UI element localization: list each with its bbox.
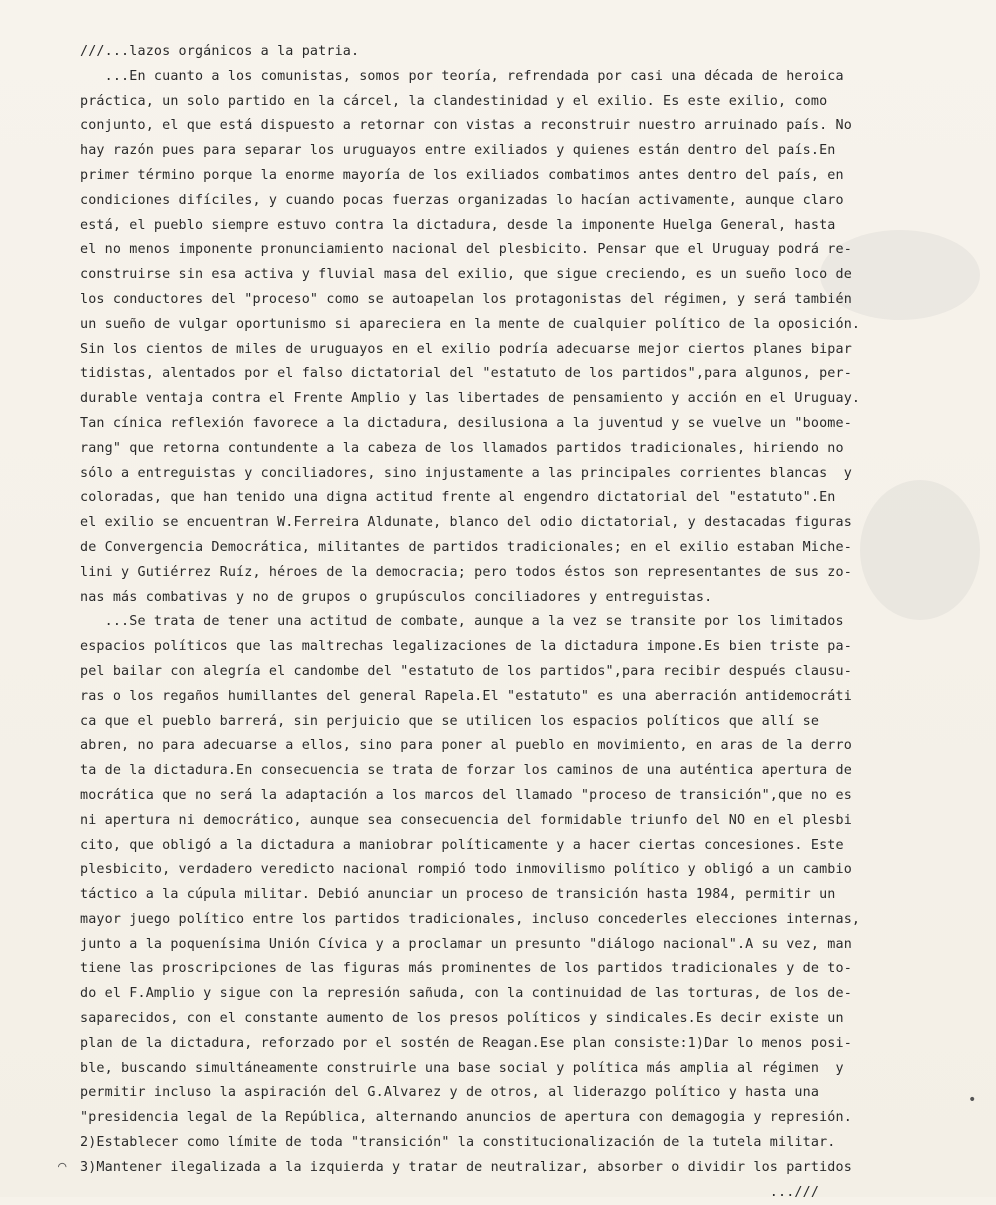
margin-mark: • bbox=[968, 1092, 977, 1108]
text-line: hay razón pues para separar los uruguayos entre exiliados y quienes están dentro del país.En bbox=[80, 143, 836, 159]
text-line: práctica, un solo partido en la cárcel, la clandestinidad y el exilio. Es este exilio, como bbox=[80, 93, 828, 109]
text-line: rang" que retorna contundente a la cabeza de los llamados partidos tradicionales, hiriendo no bbox=[80, 440, 844, 456]
text-line: plan de la dictadura, reforzado por el sostén de Reagan.Ese plan consiste:1)Dar lo menos posi- bbox=[80, 1035, 852, 1051]
text-line: 3)Mantener ilegalizada a la izquierda y tratar de neutralizar, absorber o dividir los partidos bbox=[80, 1159, 852, 1175]
text-line: Tan cínica reflexión favorece a la dictadura, desilusiona a la juventud y se vuelve un "boome- bbox=[80, 415, 852, 431]
text-line: conjunto, el que está dispuesto a retornar con vistas a reconstruir nuestro arruinado país. No bbox=[80, 118, 852, 134]
text-line: el exilio se encuentran W.Ferreira Aldunate, blanco del odio dictatorial, y destacadas figuras bbox=[80, 515, 852, 531]
text-line: "presidencia legal de la República, alternando anuncios de apertura con demagogia y represión. bbox=[80, 1110, 852, 1126]
text-line: .../// bbox=[80, 1184, 820, 1200]
text-line: lini y Gutiérrez Ruíz, héroes de la democracia; pero todos éstos son representantes de sus zo- bbox=[80, 564, 852, 580]
text-line: de Convergencia Democrática, militantes de partidos tradicionales; en el exilio estaban Miche- bbox=[80, 539, 852, 555]
text-line: abren, no para adecuarse a ellos, sino para poner al pueblo en movimiento, en aras de la derro bbox=[80, 738, 852, 754]
text-line: durable ventaja contra el Frente Amplio y las libertades de pensamiento y acción en el Uruguay. bbox=[80, 391, 861, 407]
text-line: el no menos imponente pronunciamiento nacional del plesbicito. Pensar que el Uruguay podrá re- bbox=[80, 242, 852, 258]
text-line: espacios políticos que las maltrechas legalizaciones de la dictadura impone.Es bien triste pa- bbox=[80, 639, 852, 655]
text-line: saparecidos, con el constante aumento de los presos políticos y sindicales.Es decir existe un bbox=[80, 1011, 844, 1027]
text-line: pel bailar con alegría el candombe del "estatuto de los partidos",para recibir después clausu- bbox=[80, 663, 852, 679]
text-line: condiciones difíciles, y cuando pocas fuerzas organizadas lo hacían activamente, aunque claro bbox=[80, 192, 844, 208]
text-line: tidistas, alentados por el falso dictatorial del "estatuto de los partidos",para algunos, per- bbox=[80, 366, 852, 382]
text-line: 2)Establecer como límite de toda "transición" la constitucionalización de la tutela militar. bbox=[80, 1135, 836, 1151]
text-line: junto a la poquenísima Unión Cívica y a proclamar un presunto "diálogo nacional".A su vez, man bbox=[80, 936, 852, 952]
text-line: plesbicito, verdadero veredicto nacional rompió todo inmovilismo político y obligó a un cambio bbox=[80, 862, 852, 878]
text-line: ras o los regaños humillantes del general Rapela.El "estatuto" es una aberración antidemocráti bbox=[80, 688, 852, 704]
text-line: do el F.Amplio y sigue con la represión sañuda, con la continuidad de las torturas, de los de- bbox=[80, 986, 852, 1002]
text-line: sólo a entreguistas y conciliadores, sino injustamente a las principales corrientes blancas y bbox=[80, 465, 852, 481]
margin-mark: ⌒ bbox=[58, 1158, 67, 1174]
text-line: mayor juego político entre los partidos tradicionales, incluso concederles elecciones internas, bbox=[80, 911, 861, 927]
text-line: ...En cuanto a los comunistas, somos por teoría, refrendada por casi una década de heroica bbox=[80, 68, 844, 84]
text-line: cito, que obligó a la dictadura a maniobrar políticamente y a hacer ciertas concesiones. Este bbox=[80, 837, 844, 853]
text-line: los conductores del "proceso" como se autoapelan los protagonistas del régimen, y será también bbox=[80, 291, 852, 307]
text-line: coloradas, que han tenido una digna actitud frente al engendro dictatorial del "estatuto".En bbox=[80, 490, 836, 506]
typed-letter-body bbox=[80, 40, 940, 1205]
text-line: ...Se trata de tener una actitud de combate, aunque a la vez se transite por los limitados bbox=[80, 614, 844, 630]
text-line: ble, buscando simultáneamente construirle una base social y política más amplia al régimen y bbox=[80, 1060, 844, 1076]
text-line: mocrática que no será la adaptación a los marcos del llamado "proceso de transición",que no es bbox=[80, 787, 852, 803]
text-line: táctico a la cúpula militar. Debió anunciar un proceso de transición hasta 1984, permitir un bbox=[80, 887, 836, 903]
text-line: ca que el pueblo barrerá, sin perjuicio que se utilicen los espacios políticos que allí se bbox=[80, 713, 820, 729]
text-line: ni apertura ni democrático, aunque sea consecuencia del formidable triunfo del NO en el plesbi bbox=[80, 812, 852, 828]
text-line: un sueño de vulgar oportunismo si apareciera en la mente de cualquier político de la oposición. bbox=[80, 316, 861, 332]
text-line: está, el pueblo siempre estuvo contra la dictadura, desde la imponente Huelga General, hasta bbox=[80, 217, 836, 233]
text-line: ta de la dictadura.En consecuencia se trata de forzar los caminos de una auténtica apertura de bbox=[80, 763, 852, 779]
text-line: primer término porque la enorme mayoría de los exiliados combatimos antes dentro del país, en bbox=[80, 167, 844, 183]
text-line: permitir incluso la aspiración del G.Alvarez y de otros, al liderazgo político y hasta una bbox=[80, 1085, 820, 1101]
text-line: nas más combativas y no de grupos o grupúsculos conciliadores y entreguistas. bbox=[80, 589, 713, 605]
text-line: ///...lazos orgánicos a la patria. bbox=[80, 44, 360, 59]
text-line: Sin los cientos de miles de uruguayos en el exilio podría adecuarse mejor ciertos planes bipar bbox=[80, 341, 852, 357]
text-line: construirse sin esa activa y fluvial masa del exilio, que sigue creciendo, es un sueño loco de bbox=[80, 267, 852, 283]
text-line: tiene las proscripciones de las figuras más prominentes de los partidos tradicionales y de to- bbox=[80, 961, 852, 977]
